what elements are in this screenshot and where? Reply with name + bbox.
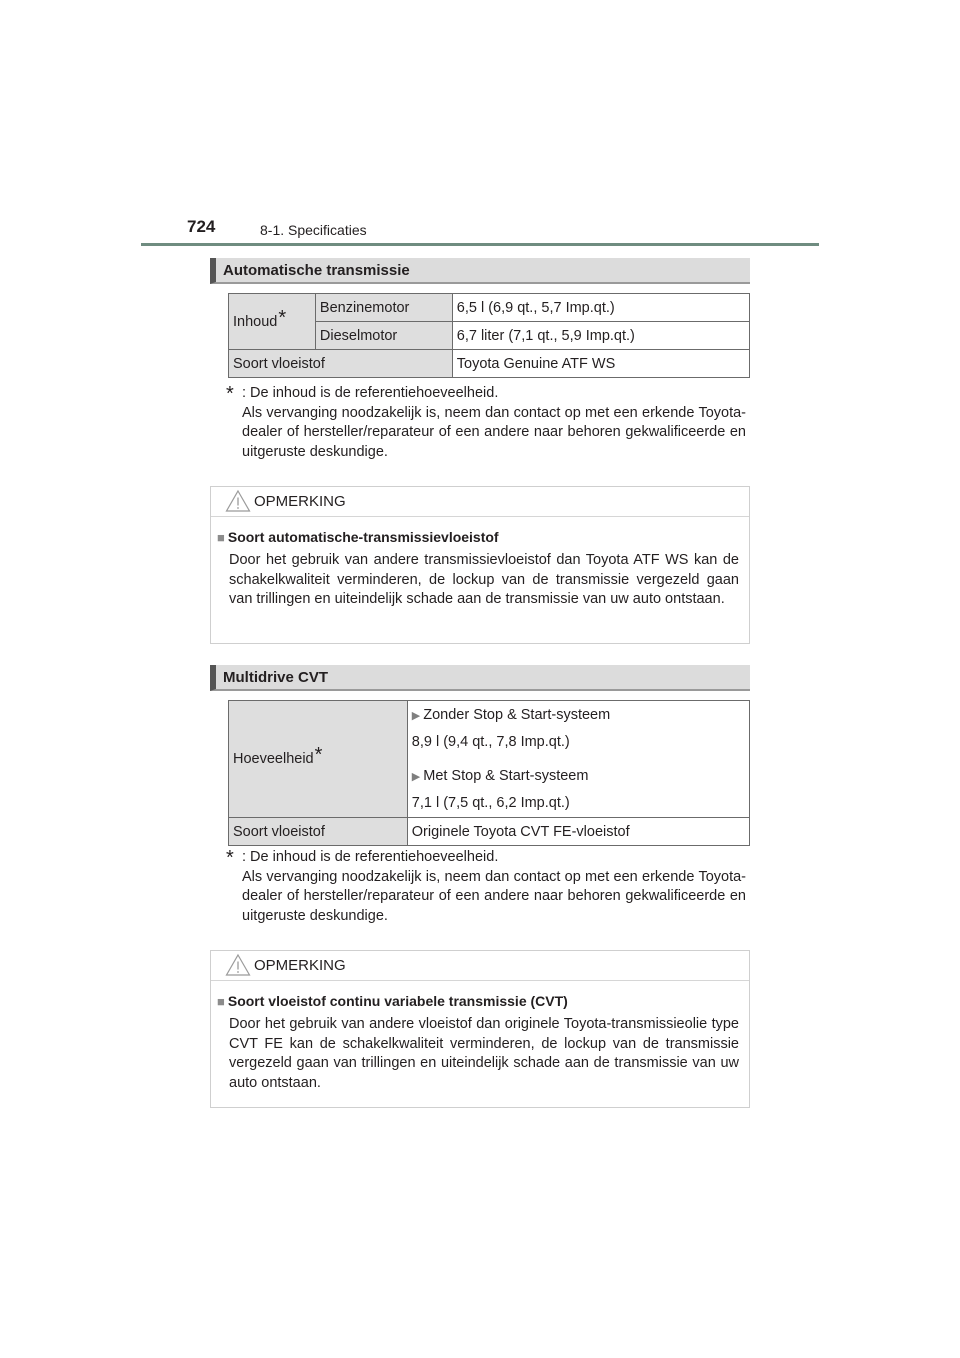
notice-heading: OPMERKING	[254, 957, 346, 974]
notice-heading: OPMERKING	[254, 493, 346, 510]
square-bullet-icon: ■	[217, 994, 225, 1009]
notice-body: Door het gebruik van andere transmissievloeistof dan Toyota ATF WS kan de schakelkwaliteit verminderen, de lockup van de transmissie vergezeld gaan van trillingen en uiteindelijk schade aan de transmissie van uw auto ontstaan.	[229, 552, 739, 607]
notice-box-cvt	[210, 950, 750, 1108]
table-row	[229, 818, 750, 846]
table-row	[229, 350, 750, 378]
square-bullet-icon: ■	[217, 530, 225, 545]
header-divider	[141, 243, 819, 246]
asterisk-marker: *	[278, 306, 287, 329]
fluid-type-value-cell: Originele Toyota CVT FE-vloeistof	[407, 818, 749, 846]
page-number: 724	[187, 217, 216, 236]
asterisk-marker: *	[314, 744, 323, 766]
footnote-cvt: * : De inhoud is de referentiehoeveelheid. Als vervanging noodzakelijk is, neem dan contact op met een erkende Toyota-dealer of hersteller/reparateur of een andere naar behoren gekwalificeerde en uitgeruste deskundige.	[226, 847, 746, 924]
capacity-value-cell: 6,5 l (6,9 qt., 5,7 Imp.qt.)	[452, 294, 749, 322]
warning-triangle-icon	[225, 489, 251, 513]
engine-type-cell: Dieselmotor	[315, 322, 452, 350]
notice-subtitle: ■ Soort automatische-transmissievloeistof	[217, 529, 499, 545]
table-row	[229, 294, 750, 322]
list-item: ▶ Met Stop & Start-systeem	[411, 768, 589, 784]
auto-transmission-table	[228, 293, 750, 378]
notice-subtitle: ■ Soort vloeistof continu variabele transmissie (CVT)	[217, 993, 568, 1009]
section-heading-auto-transmission: Automatische transmissie	[210, 258, 750, 284]
capacity-label-cell: Inhoud*	[229, 294, 316, 350]
cvt-table	[228, 700, 750, 846]
fluid-type-label-cell: Soort vloeistof	[229, 350, 453, 378]
list-item: ▶ Zonder Stop & Start-systeem	[411, 707, 611, 723]
notice-body: Door het gebruik van andere vloeistof dan originele Toyota-transmissieolie type CVT FE kan de schakelkwaliteit verminderen, de lockup van de transmissie vergezeld gaan van trillingen en uiteindelijk schade aan de transmissie van uw auto ontstaan.	[229, 1016, 739, 1091]
fluid-type-label-cell: Soort vloeistof	[229, 818, 408, 846]
fluid-type-value-cell: Toyota Genuine ATF WS	[452, 350, 749, 378]
warning-triangle-icon	[225, 953, 251, 977]
quantity-value-cell: ▶ Zonder Stop & Start-systeem 8,9 l (9,4 qt., 7,8 Imp.qt.) ▶ Met Stop & Start-systeem 7,1 l (7,5 qt., 6,2 Imp.qt.)	[407, 701, 749, 818]
arrow-right-icon: ▶	[411, 771, 421, 783]
arrow-right-icon: ▶	[411, 710, 421, 722]
footnote-auto-transmission: * : De inhoud is de referentiehoeveelheid. Als vervanging noodzakelijk is, neem dan contact op met een erkende Toyota-dealer of hersteller/reparateur of een andere naar behoren gekwalificeerde en uitgeruste deskundige.	[226, 383, 746, 460]
quantity-label-cell: Hoeveelheid*	[229, 701, 408, 818]
chapter-title: 8-1. Specificaties	[260, 222, 367, 238]
engine-type-cell: Benzinemotor	[315, 294, 452, 322]
capacity-value-cell: 6,7 liter (7,1 qt., 5,9 Imp.qt.)	[452, 322, 749, 350]
notice-header	[211, 951, 749, 981]
table-row	[229, 701, 750, 818]
notice-box-auto-transmission	[210, 486, 750, 644]
section-heading-cvt: Multidrive CVT	[210, 665, 750, 691]
notice-header	[211, 487, 749, 517]
